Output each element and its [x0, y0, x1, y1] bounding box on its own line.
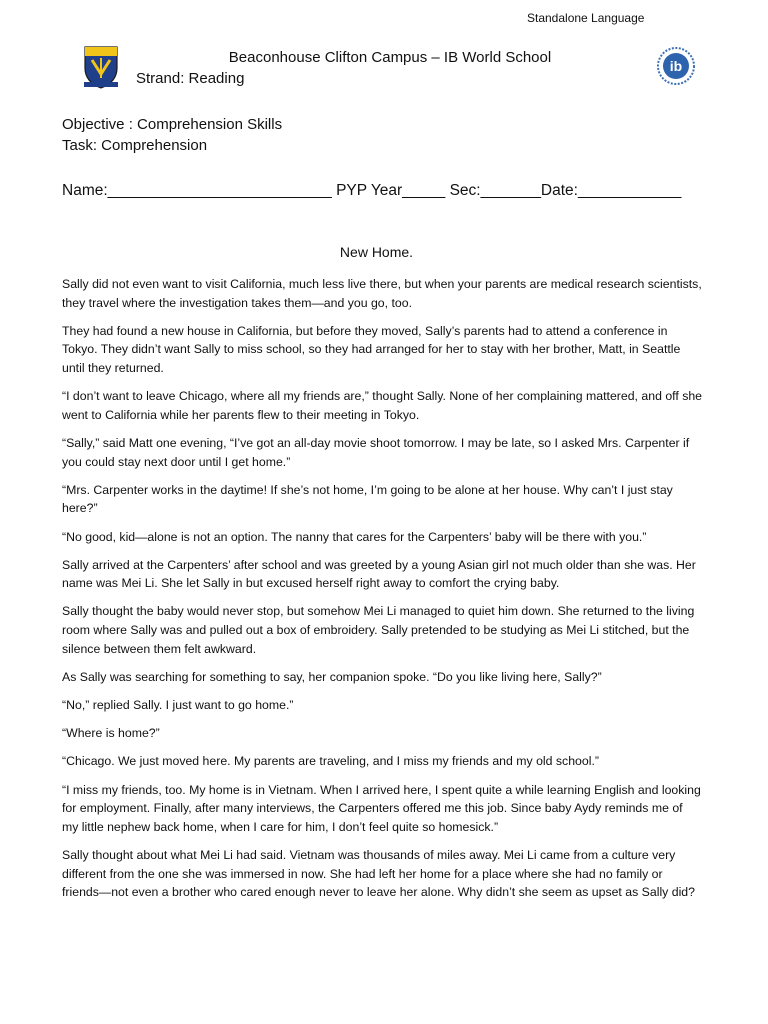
story-paragraph: “I miss my friends, too. My home is in Vietnam. When I arrived here, I spent quite a while learning English and looking for employment. Finally, after many interviews, the Carpenters offered me this job. Since baby Aydy reminds me of my little nephew back home, when I care for him, I don’t feel quite so homesick.”	[62, 782, 701, 834]
story-paragraph: Sally arrived at the Carpenters’ after school and was greeted by a young Asian girl not much older than she was. Her name was Mei Li. She let Sally in but excused herself right away to comfort the crying baby.	[62, 557, 696, 591]
story-paragraph: Sally thought the baby would never stop, but somehow Mei Li managed to quiet him down. She returned to the living room where Sally was and pulled out a box of embroidery. Sally pretended to be studying as Mei Li stitched, but the silence between them felt awkward.	[62, 604, 695, 656]
story-title: New Home.	[339, 244, 414, 260]
story-paragraph: “Mrs. Carpenter works in the daytime! If she’s not home, I’m going to be alone at her house. Why can’t I just stay here?”	[62, 482, 673, 516]
story-paragraph: “I don’t want to leave Chicago, where all my friends are,” thought Sally. None of her complaining mattered, and off she went to California while her parents flew to their meeting in Tokyo.	[62, 389, 703, 422]
standalone-language-label: Standalone Language	[527, 11, 645, 25]
svg-text:ib: ib	[669, 58, 683, 74]
school-name: Beaconhouse Clifton Campus – IB World School	[228, 49, 552, 66]
story-body	[62, 275, 702, 911]
story-paragraph: “Chicago. We just moved here. My parents are traveling, and I miss my friends and my old school.”	[62, 754, 599, 769]
story-paragraph: Sally did not even want to visit California, much less live there, but when your parents are medical research scientists, they travel where the investigation takes them—and you go, too.	[62, 277, 702, 310]
ib-logo-icon	[656, 46, 696, 86]
story-paragraph: Sally thought about what Mei Li had said. Vietnam was thousands of miles away. Mei Li came from a culture very different from the one she was immersed in now. She had left her home for a place where she had no family or friends—not even a brother who cared enough never to leave her alone. Why didn’t she seem as upset as Sally did?	[62, 847, 695, 900]
story-paragraph: As Sally was searching for something to say, her companion spoke. “Do you like living here, Sally?”	[62, 669, 602, 684]
story-paragraph: “No,” replied Sally. I just want to go home.”	[62, 698, 294, 713]
task-line: Task: Comprehension	[62, 137, 208, 154]
student-info-fields: Name:__________________________ PYP Year_____ Sec:_______Date:____________	[62, 182, 682, 199]
story-paragraph: “Sally,” said Matt one evening, “I’ve got an all-day movie shoot tomorrow. I may be late, so I asked Mrs. Carpenter if you could stay next door until I get home.”	[62, 435, 690, 469]
story-paragraph: They had found a new house in California, but before they moved, Sally’s parents had to attend a conference in Tokyo. They didn’t want Sally to miss school, so they had arranged for her to stay with her brother, Matt, in Seattle until they returned.	[62, 323, 681, 375]
objective-line: Objective : Comprehension Skills	[62, 116, 283, 133]
story-paragraph: “Where is home?”	[62, 726, 160, 741]
strand-label: Strand: Reading	[136, 70, 245, 87]
story-paragraph: “No good, kid—alone is not an option. The nanny that cares for the Carpenters’ baby will be there with you.”	[62, 529, 647, 544]
